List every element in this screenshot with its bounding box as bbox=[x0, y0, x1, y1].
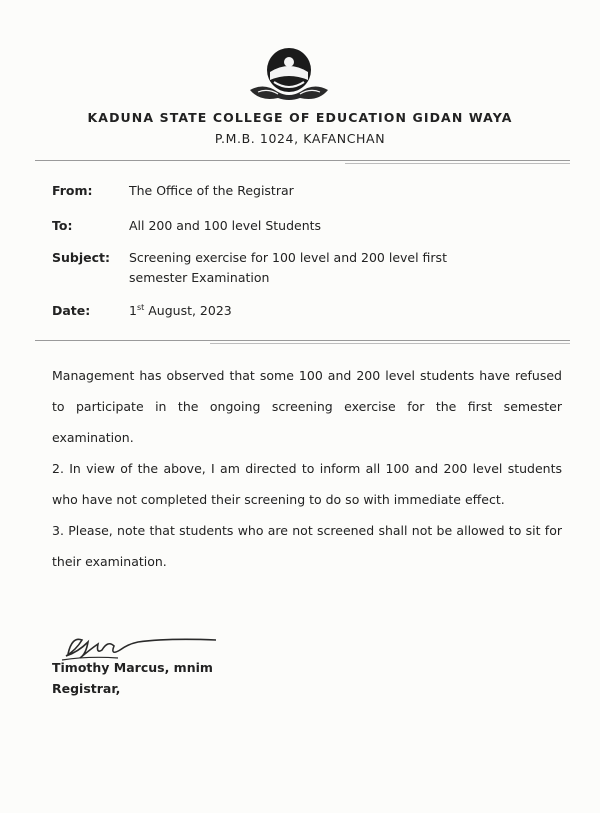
subject-label: Subject: bbox=[52, 250, 110, 265]
memo-body bbox=[52, 360, 562, 577]
subject-value: Screening exercise for 100 level and 200 level first semester Examination bbox=[129, 250, 447, 285]
date-suffix: st bbox=[136, 302, 145, 312]
institution-address: P.M.B. 1024, KAFANCHAN bbox=[214, 131, 386, 146]
body-paragraph-3: 3. Please, note that students who are not screened shall not be allowed to sit for their examination. bbox=[52, 523, 562, 569]
from-value: The Office of the Registrar bbox=[129, 183, 294, 198]
date-value bbox=[129, 301, 529, 321]
signatory-title: Registrar, bbox=[52, 681, 121, 696]
date-label: Date: bbox=[52, 303, 91, 318]
date-day: 1 bbox=[129, 303, 137, 318]
college-crest-logo bbox=[244, 42, 334, 108]
institution-name: KADUNA STATE COLLEGE OF EDUCATION GIDAN WAYA bbox=[87, 110, 513, 125]
body-paragraph-2: 2. In view of the above, I am directed to inform all 100 and 200 level students who have not completed their screening to do so with immediate effect. bbox=[52, 461, 562, 507]
signatory-name: Timothy Marcus, mnim bbox=[52, 660, 213, 675]
header-divider-second bbox=[345, 163, 570, 164]
date-rest: August, 2023 bbox=[144, 303, 232, 318]
from-label: From: bbox=[52, 183, 93, 198]
body-paragraph-1: Management has observed that some 100 and 200 level students have refused to participate in the ongoing screening exercise for the first semester examination. bbox=[52, 368, 562, 445]
header-divider bbox=[35, 160, 570, 161]
fields-divider bbox=[35, 340, 570, 341]
to-label: To: bbox=[52, 218, 73, 233]
fields-divider-second bbox=[210, 343, 570, 344]
to-value: All 200 and 100 level Students bbox=[129, 218, 322, 233]
